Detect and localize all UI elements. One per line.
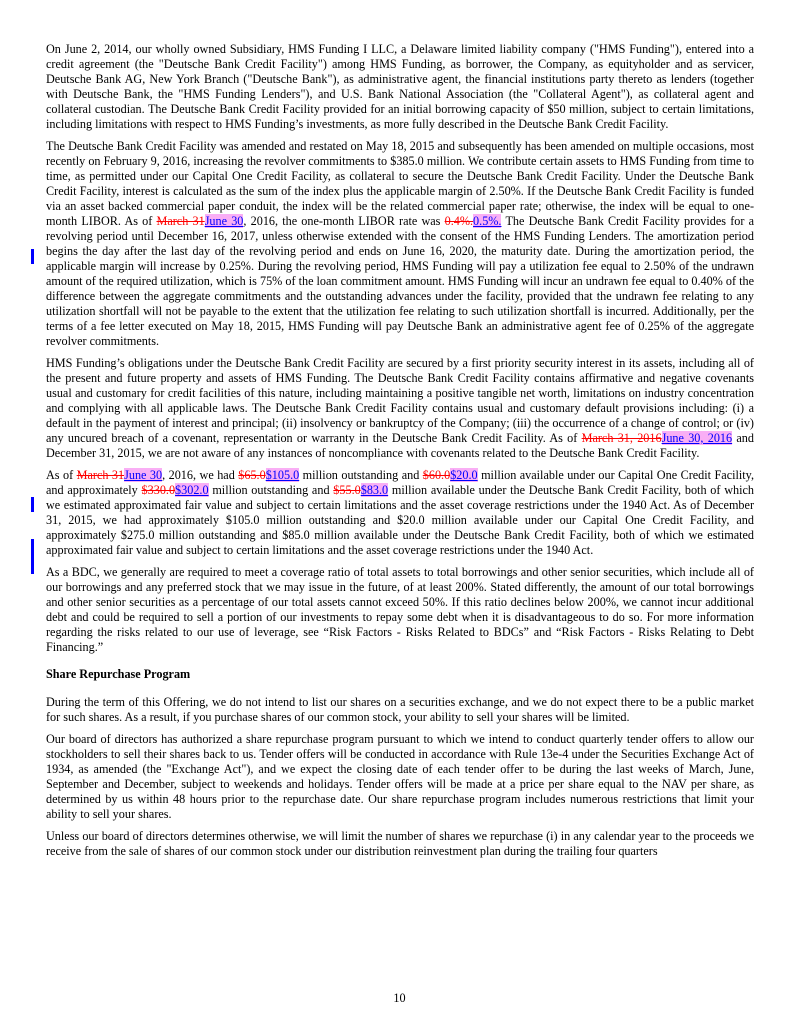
deleted-text: 0.4%. — [444, 214, 474, 228]
inserted-text: $20.0 — [450, 468, 478, 482]
paragraph — [46, 42, 754, 132]
inserted-text: $302.0 — [175, 483, 209, 497]
paragraph — [46, 356, 754, 461]
deleted-text: $55.0 — [333, 483, 361, 497]
deleted-text: March 31, 2016 — [581, 431, 662, 445]
page-number: 10 — [393, 991, 406, 1005]
deleted-text: March 31 — [156, 214, 205, 228]
paragraph — [46, 695, 754, 725]
text-run: During the term of this Offering, we do not intend to list our shares on a securities exchange, and we do not expect there to be a public market for such shares. As a result, if you purchase shares of our common stock, your ability to sell your shares will be limited. — [46, 695, 754, 724]
text-run: million available under our Capital One Credit Facility, and approximately — [46, 468, 755, 497]
text-run: Share Repurchase Program — [46, 667, 191, 681]
paragraph — [46, 565, 754, 655]
inserted-text: 0.5%. — [473, 214, 502, 228]
change-bar — [31, 497, 34, 512]
document-body — [46, 42, 754, 866]
deleted-text: $65.0 — [238, 468, 266, 482]
inserted-text: $105.0 — [265, 468, 300, 482]
text-run: The Deutsche Bank Credit Facility provides for a revolving period until December 16, 2017, unless otherwise extended with the consent of the HMS Funding Lenders. The amortization period begins the day after the last day of the revolving period and ends on June 16, 2020, the maturity date. During the amortization period, the applicable margin will increase by 0.25%. During the revolving period, HMS Funding will pay a utilization fee equal to 2.50% of the undrawn amount of the required utilization, which is 75% of the loan commitment amount. HMS Funding will incur an undrawn fee equal to 0.40% of the difference between the aggregate commitments and the outstanding advances under the facility, provided that the undrawn fee relating to any utilization shortfall will not be payable to the extent that the utilization fee relating to such utilization shortfall is incurred. Additionally, per the terms of a fee letter executed on May 18, 2015, HMS Funding will pay Deutsche Bank an administrative agent fee of 0.25% of the aggregate revolver commitments. — [46, 214, 755, 348]
deleted-text: $330.0 — [141, 483, 176, 497]
inserted-text: $83.0 — [360, 483, 389, 497]
paragraph — [46, 139, 754, 349]
text-run: HMS Funding’s obligations under the Deutsche Bank Credit Facility are secured by a first priority security interest in its assets, including all of the present and future property and assets of HMS Funding. The Deutsche Bank Credit Facility contains affirmative and negative covenants usual and customary for credit facilities of this nature, including maintaining a positive tangible net worth, limitations on industry concentration and complying with all applicable laws. The Deutsche Bank Credit Facility contains usual and customary default provisions including: (i) a default in the payment of interest and principal; (ii) insolvency or bankruptcy of the Company; (iii) the occurrence of a change of control; or (iv) any uncured breach of a covenant, representation or warranty in the Deutsche Bank Credit Facility. As of — [46, 356, 754, 445]
paragraph — [46, 732, 754, 822]
text-run: The Deutsche Bank Credit Facility was amended and restated on May 18, 2015 and subsequently has been amended on multiple occasions, most recently on February 9, 2016, increasing the revolver commitments to $385.0 million. We contribute certain assets to HMS Funding from time to time, as permitted under our Capital One Credit Facility, as collateral to secure the Deutsche Bank Credit Facility. Under the Deutsche Bank Credit Facility, interest is calculated as the sum of the index plus the applicable margin of 2.50%. If the Deutsche Bank Credit Facility is funded via an asset backed commercial paper conduit, the index will be the related commercial paper rate; otherwise, the index will be equal to one-month LIBOR. As of — [46, 139, 754, 228]
text-run: Unless our board of directors determines otherwise, we will limit the number of shares we repurchase (i) in any calendar year to the proceeds we receive from the sale of shares of our common stock under our distribution reinvestment plan during the trailing four quarters — [46, 829, 754, 858]
text-run: million outstanding and — [208, 483, 334, 497]
text-run: As of — [46, 468, 77, 482]
change-bar — [31, 539, 34, 574]
deleted-text: March 31 — [76, 468, 125, 482]
text-run: Our board of directors has authorized a share repurchase program pursuant to which we intend to conduct quarterly tender offers to allow our stockholders to sell their shares back to us. Tender offers will be conducted in accordance with Rule 13e-4 under the Securities Exchange Act of 1934, as amended (the "Exchange Act"), and we expect the closing date of each tender offer to be during the last weeks of March, June, September and December, subject to weekends and holidays. Tender offers will be made at a price per share equal to the NAV per share, as determined by us within 48 hours prior to the repurchase date. Our share repurchase program includes numerous restrictions that limit your ability to sell your shares. — [46, 732, 754, 821]
inserted-text: June 30 — [124, 468, 163, 482]
paragraph — [46, 829, 754, 859]
text-run: million available under the Deutsche Bank Credit Facility, both of which we estimated approximated fair value and subject to certain limitations and the asset coverage restrictions under the 1940 Act. As of December 31, 2015, we had approximately $105.0 million outstanding and $20.0 million available under our Capital One Credit Facility, and approximately $275.0 million outstanding and $85.0 million available under the Deutsche Bank Credit Facility, both of which we estimated approximated fair value and subject to certain limitations and the asset coverage restrictions under the 1940 Act. — [46, 483, 754, 557]
inserted-text: June 30 — [204, 214, 244, 228]
inserted-text: June 30, 2016 — [661, 431, 733, 445]
text-run: On June 2, 2014, our wholly owned Subsidiary, HMS Funding I LLC, a Delaware limited liability company ("HMS Funding"), entered into a credit agreement (the "Deutsche Bank Credit Facility") among HMS Funding, as borrower, the Company, as equityholder and as servicer, Deutsche Bank AG, New York Branch ("Deutsche Bank"), as administrative agent, the financial institutions party thereto as lenders (together with Deutsche Bank, the "HMS Funding Lenders"), and U.S. Bank National Association (the "Collateral Agent"), as collateral agent and collateral custodian. The Deutsche Bank Credit Facility provided for an initial borrowing capacity of $50 million, subject to certain limitations, including limitations with respect to HMS Funding’s investments, as more fully described in the Deutsche Bank Credit Facility. — [46, 42, 754, 131]
text-run: , 2016, the one-month LIBOR rate was — [243, 214, 445, 228]
deleted-text: $60.0 — [422, 468, 451, 482]
text-run: million outstanding and — [299, 468, 423, 482]
text-run: , 2016, we had — [162, 468, 239, 482]
paragraph — [46, 468, 754, 558]
text-run: As a BDC, we generally are required to meet a coverage ratio of total assets to total borrowings and other senior securities, which include all of our borrowings and any preferred stock that we may issue in the future, of at least 200%. Stated differently, the amount of our total borrowings and other senior securities as a percentage of our total assets cannot exceed 50%. If this ratio declines below 200%, we cannot incur additional debt and could be required to sell a portion of our investments to repay some debt when it is disadvantageous to do so. For more information regarding the risks related to our use of leverage, see “Risk Factors - Risks Related to BDCs” and “Risk Factors - Risks Relating to Debt Financing.” — [46, 565, 754, 654]
change-bar — [31, 249, 34, 264]
section-heading — [46, 667, 754, 682]
text-run: and December 31, 2015, we are not aware of any instances of noncompliance with covenants related to the Deutsche Bank Credit Facility. — [46, 431, 754, 460]
